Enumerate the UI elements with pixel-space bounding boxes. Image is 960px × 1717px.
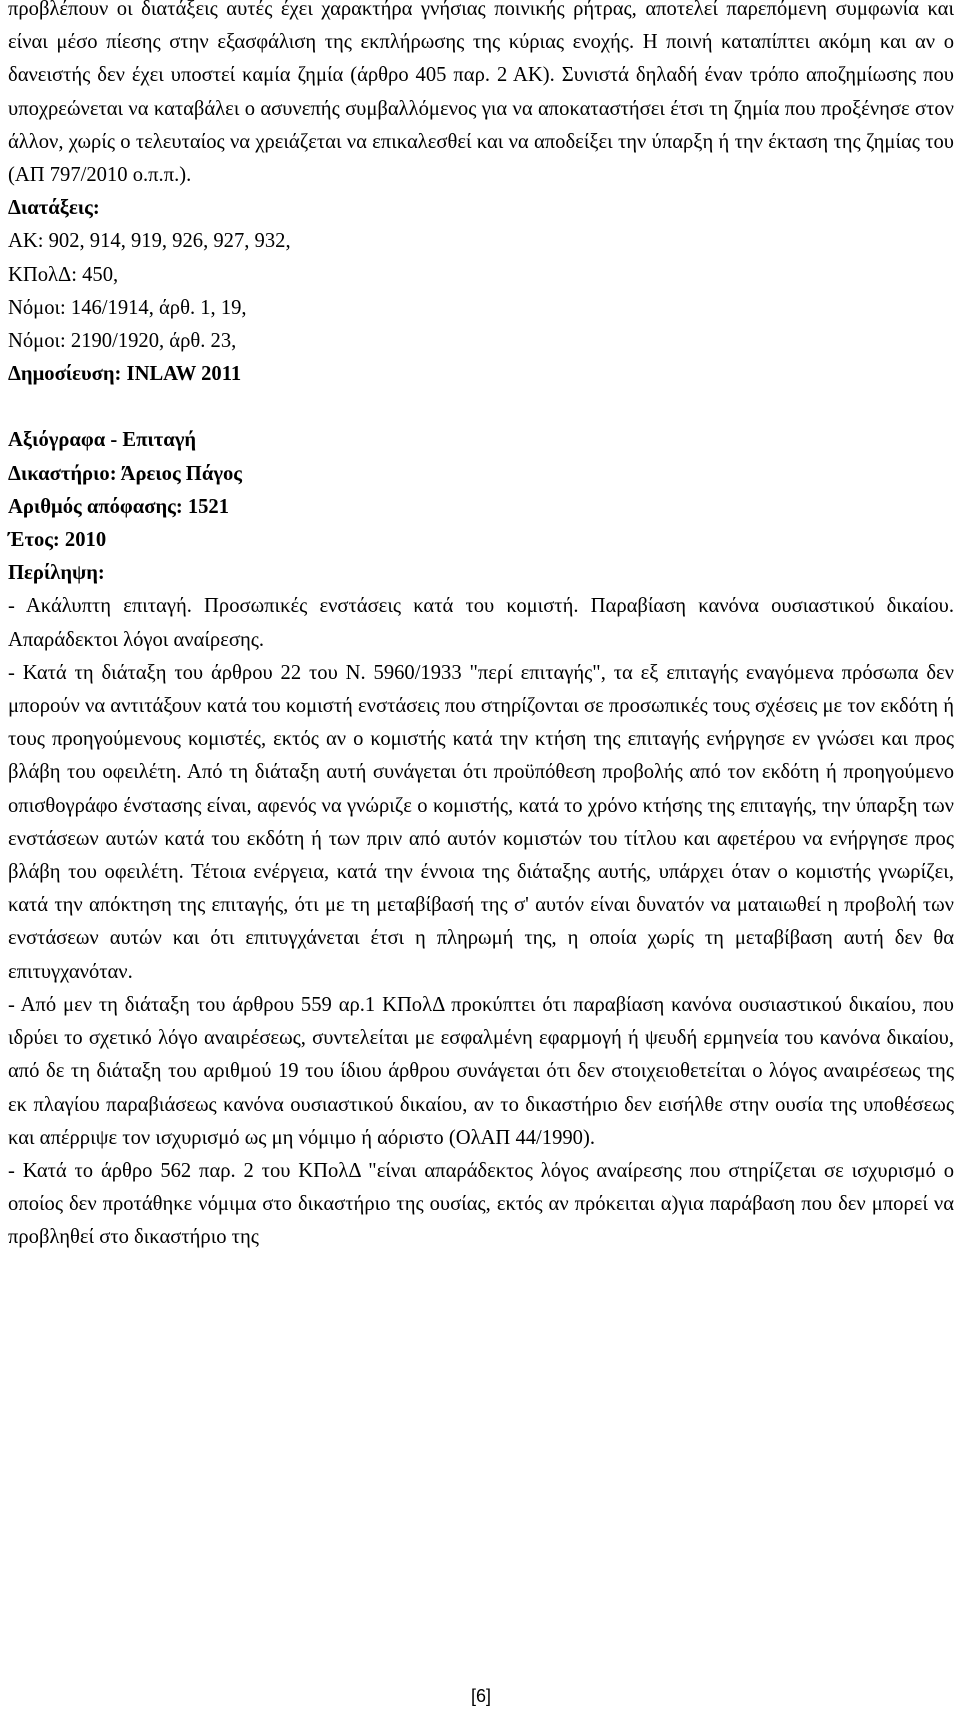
publication-line: Δημοσίευση: INLAW 2011 (8, 363, 242, 386)
provision-item: ΑΚ: 902, 914, 919, 926, 927, 932, (8, 230, 291, 253)
provision-item: ΚΠολΔ: 450, (8, 263, 119, 286)
summary-paragraph: - Κατά το άρθρο 562 παρ. 2 του ΚΠολΔ "είναι απαράδεκτος λόγος αναίρεσης που στηρίζεται σε ισχυρισμό ο οποίος δεν προτάθηκε νόμιμα στο δικαστήριο της ουσίας, εκτός αν πρόκειται α)για παράβαση που δεν μπορεί να προβληθεί στο δικαστήριο της (8, 1159, 954, 1249)
section-gap (8, 391, 954, 424)
summary-paragraph: - Ακάλυπτη επιταγή. Προσωπικές ενστάσεις κατά του κομιστή. Παραβίαση κανόνα ουσιαστικού δικαίου. Απαράδεκτοι λόγοι αναίρεσης. (8, 595, 954, 651)
decision-number-line: Αριθμός απόφασης: 1521 (8, 495, 230, 518)
document-page (8, 0, 954, 1717)
continuation-paragraph: προβλέπουν οι διατάξεις αυτές έχει χαρακτήρα γνήσιας ποινικής ρήτρας, αποτελεί παρεπόμενη συμφωνία και είναι μέσο πίεσης στην εξασφάλιση της εκπλήρωσης της κύριας ενοχής. Η ποινή καταπίπτει ακόμη και αν ο δανειστής δεν έχει υποστεί καμία ζημία (άρθρο 405 παρ. 2 ΑΚ). Συνιστά δηλαδή έναν τρόπο αποζημίωσης που υποχρεώνεται να καταβάλει ο ασυνεπής συμβαλλόμενος για να αποκαταστήσει έτσι τη ζημία που προξένησε στον άλλον, χωρίς ο τελευταίος να χρειάζεται να επικαλεσθεί και να αποδείξει την ύπαρξη ή την έκταση της ζημίας του (ΑΠ 797/2010 ο.π.π.). (8, 0, 954, 187)
summary-paragraph: - Από μεν τη διάταξη του άρθρου 559 αρ.1 ΚΠολΔ προκύπτει ότι παραβίαση κανόνα ουσιαστικού δικαίου, που ιδρύει το σχετικό λόγο αναιρέσεως, συντελείται με εσφαλμένη εφαρμογή ή ψευδή ερμηνεία του κανόνα δικαίου, από δε τη διάταξη του αριθμού 19 του ίδιου άρθρου συνάγεται ότι δεν στοιχειοθετείται ο λόγος αναιρέσεως της εκ πλαγίου παραβιάσεως κανόνα ουσιαστικού δικαίου, αν το δικαστήριο δεν εισήλθε στην ουσία της υποθέσεως και απέρριψε τον ισχυρισμό ως μη νόμιμο ή αόριστο (ΟλΑΠ 44/1990). (8, 993, 954, 1149)
provision-item: Νόμοι: 146/1914, άρθ. 1, 19, (8, 296, 247, 319)
summary-heading: Περίληψη: (8, 562, 105, 585)
provision-item: Νόμοι: 2190/1920, άρθ. 23, (8, 330, 237, 353)
page-number: [6] (470, 1686, 491, 1706)
case-title: Αξιόγραφα - Επιταγή (8, 429, 197, 452)
court-line: Δικαστήριο: Άρειος Πάγος (8, 462, 242, 485)
provisions-heading: Διατάξεις: (8, 197, 100, 220)
year-line: Έτος: 2010 (8, 529, 107, 552)
summary-paragraph: - Κατά τη διάταξη του άρθρου 22 του Ν. 5960/1933 "περί επιταγής", τα εξ επιταγής εναγόμενα πρόσωπα δεν μπορούν να αντιτάξουν κατά του κομιστή ενστάσεις που στηρίζονται σε προσωπικές τους σχέσεις με τον εκδότη ή τους προηγούμενους κομιστές, εκτός αν ο κομιστής κατά την κτήση της επιταγής ενήργησε εν γνώσει και προς βλάβη του οφειλέτη. Από τη διάταξη αυτή συνάγεται ότι προϋπόθεση προβολής από τον εκδότη ή προηγούμενο οπισθογράφο ένστασης είναι, αφενός να γνώριζε ο κομιστής, κατά το χρόνο κτήσης της επιταγής, την ύπαρξη των ενστάσεων αυτών κατά του εκδότη ή των πριν από αυτόν κομιστών του τίτλου και αφετέρου να ενήργησε προς βλάβη του οφειλέτη. Τέτοια ενέργεια, κατά την έννοια της διάταξης αυτής, υπάρχει όταν ο κομιστής γνωρίζει, κατά την απόκτηση της επιταγής, ότι με τη μεταβίβασή της σ' αυτόν είναι δυνατόν να ματαιωθεί η προβολή των ενστάσεων αυτών και ότι επιτυγχάνεται έτσι η πληρωμή της, η οποία χωρίς τη μεταβίβαση αυτή δεν θα επιτυγχανόταν. (8, 661, 954, 983)
